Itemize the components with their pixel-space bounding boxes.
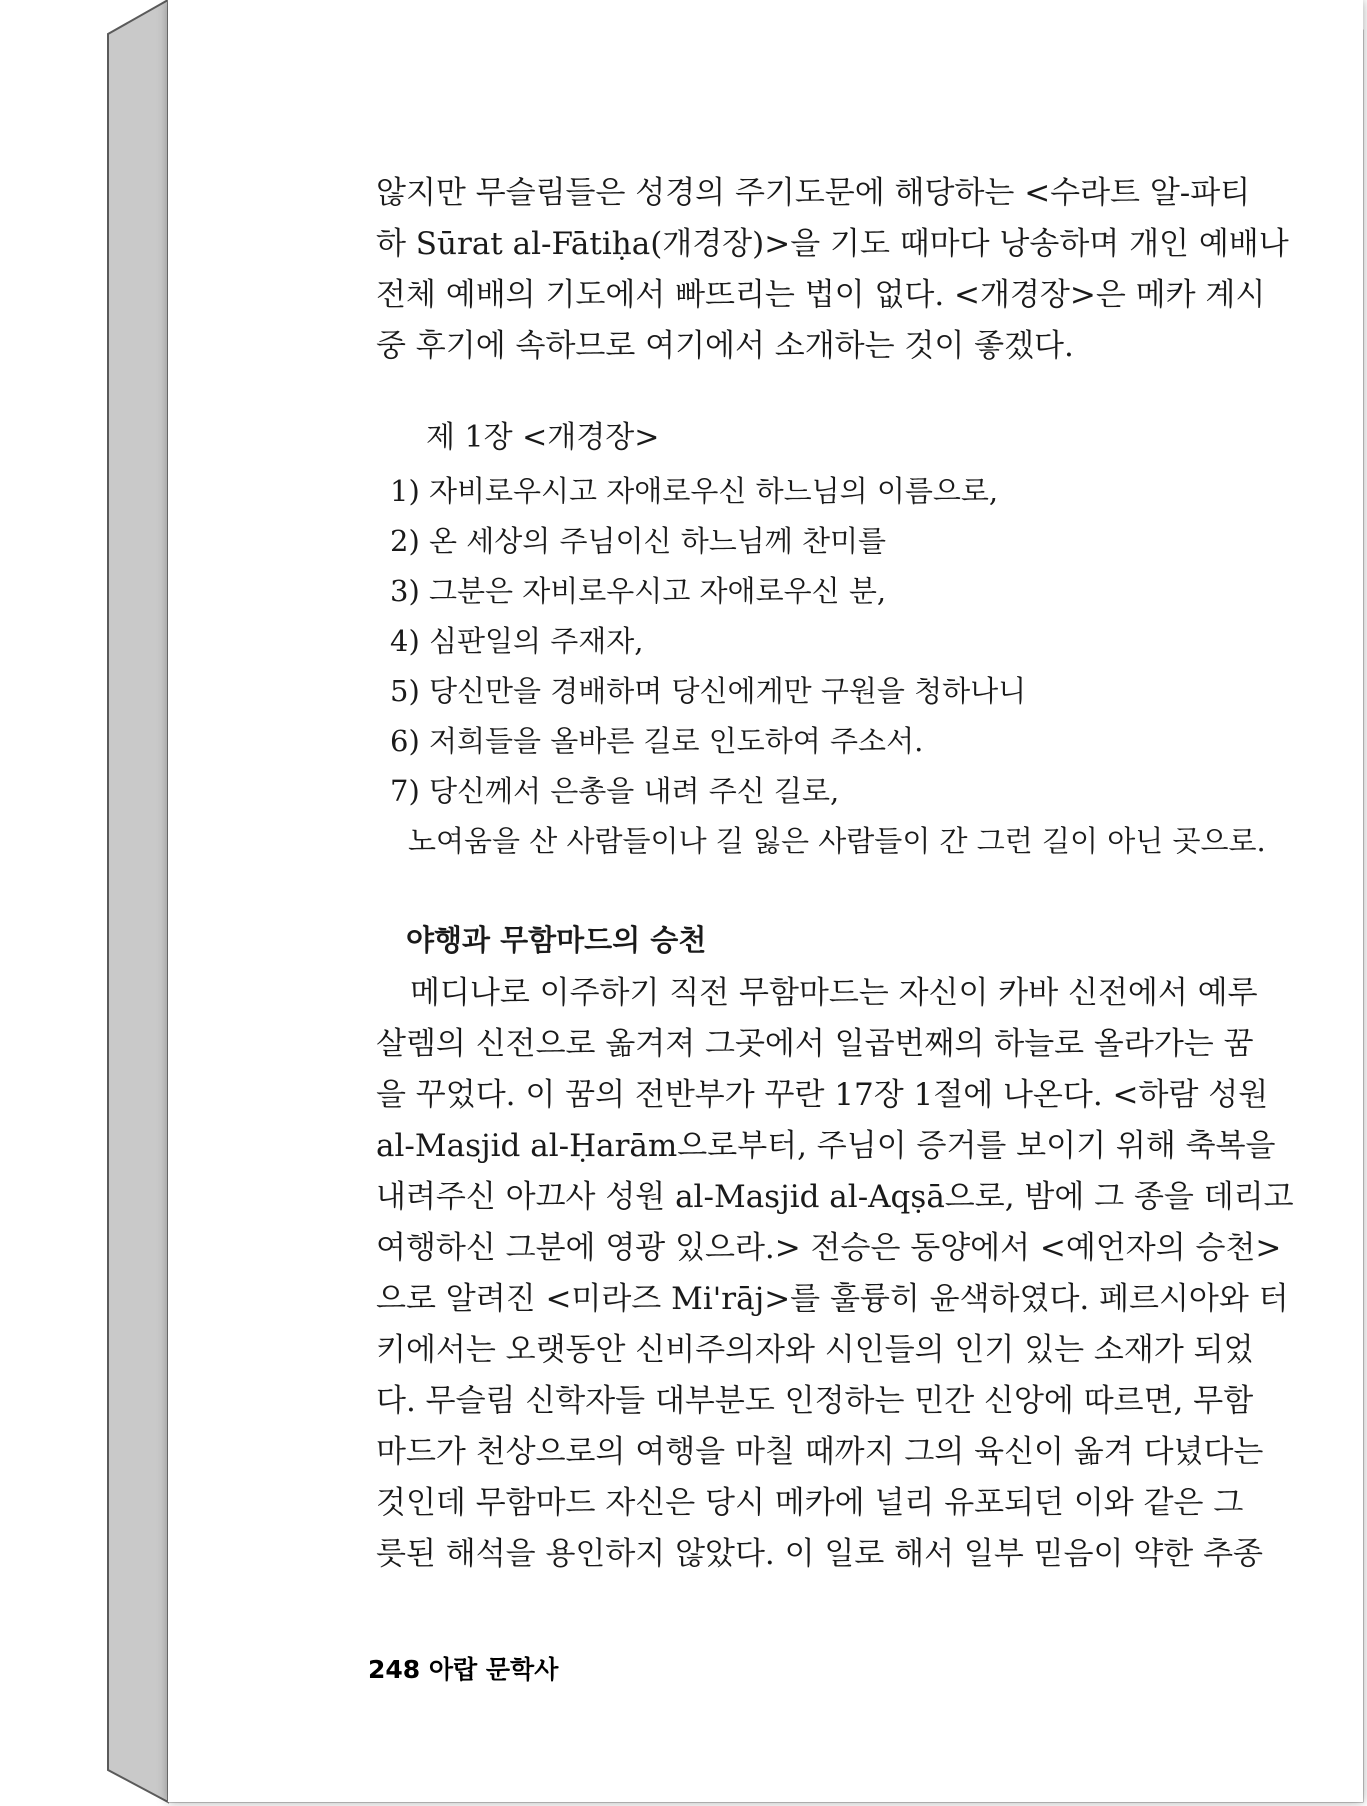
book-page [168, 0, 1363, 1802]
text-line: 않지만 무슬림들은 성경의 주기도문에 해당하는 <수라트 알-파티 [376, 175, 1251, 211]
text-line: 으로 알려진 <미라즈 Mi'rāj>를 훌륭히 윤색하였다. 페르시아와 터 [376, 1281, 1289, 1317]
text-line: 릇된 해석을 용인하지 않았다. 이 일로 해서 일부 믿음이 약한 추종 [376, 1536, 1263, 1572]
page-footer: 248 아랍 문학사 [368, 1655, 559, 1684]
text-line: 것인데 무함마드 자신은 당시 메카에 널리 유포되던 이와 같은 그 [376, 1485, 1244, 1521]
verse-line: 6) 저희들을 올바른 길로 인도하여 주소서. [390, 724, 924, 758]
text-line: 하 Sūrat al-Fātiḥa(개경장)>을 기도 때마다 낭송하며 개인 예배나 [376, 226, 1289, 262]
verse-list [390, 466, 1266, 866]
text-line: 키에서는 오랫동안 신비주의자와 시인들의 인기 있는 소재가 되었 [376, 1332, 1254, 1368]
text-line: 살렘의 신전으로 옮겨져 그곳에서 일곱번째의 하늘로 올라가는 꿈 [376, 1026, 1254, 1062]
body-paragraph [376, 968, 1294, 1580]
text-line: al-Masjid al-Ḥarām으로부터, 주님이 증거를 보이기 위해 축복을 [376, 1128, 1276, 1164]
text-line: 메디나로 이주하기 직전 무함마드는 자신이 카바 신전에서 예루 [410, 975, 1258, 1011]
text-line: 전체 예배의 기도에서 빠뜨리는 법이 없다. <개경장>은 메카 계시 [376, 277, 1266, 313]
intro-paragraph [376, 168, 1289, 372]
section-heading: 야행과 무함마드의 승천 [406, 923, 707, 957]
text-line: 여행하신 그분에 영광 있으라.> 전승은 동양에서 <예언자의 승천> [376, 1230, 1282, 1266]
text-line: 을 꾸었다. 이 꿈의 전반부가 꾸란 17장 1절에 나온다. <하람 성원 [376, 1077, 1269, 1113]
verse-line: 5) 당신만을 경배하며 당신에게만 구원을 청하나니 [390, 674, 1027, 708]
chapter-title: 제 1장 <개경장> [426, 420, 660, 455]
verse-line: 노여움을 산 사람들이나 길 잃은 사람들이 간 그런 길이 아닌 곳으로. [408, 824, 1266, 858]
text-line: 다. 무슬림 신학자들 대부분도 인정하는 민간 신앙에 따르면, 무함 [376, 1383, 1254, 1419]
text-line: 중 후기에 속하므로 여기에서 소개하는 것이 좋겠다. [376, 328, 1074, 364]
verse-line: 4) 심판일의 주재자, [390, 624, 644, 658]
text-line: 마드가 천상으로의 여행을 마칠 때까지 그의 육신이 옮겨 다녔다는 [376, 1434, 1264, 1470]
verse-line: 7) 당신께서 은총을 내려 주신 길로, [390, 774, 840, 808]
verse-line: 2) 온 세상의 주님이신 하느님께 찬미를 [390, 524, 887, 558]
verse-line: 3) 그분은 자비로우시고 자애로우신 분, [390, 574, 887, 608]
text-line: 내려주신 아끄사 성원 al-Masjid al-Aqṣā으로, 밤에 그 종을 데리고 [376, 1179, 1294, 1215]
verse-line: 1) 자비로우시고 자애로우신 하느님의 이름으로, [390, 474, 999, 508]
